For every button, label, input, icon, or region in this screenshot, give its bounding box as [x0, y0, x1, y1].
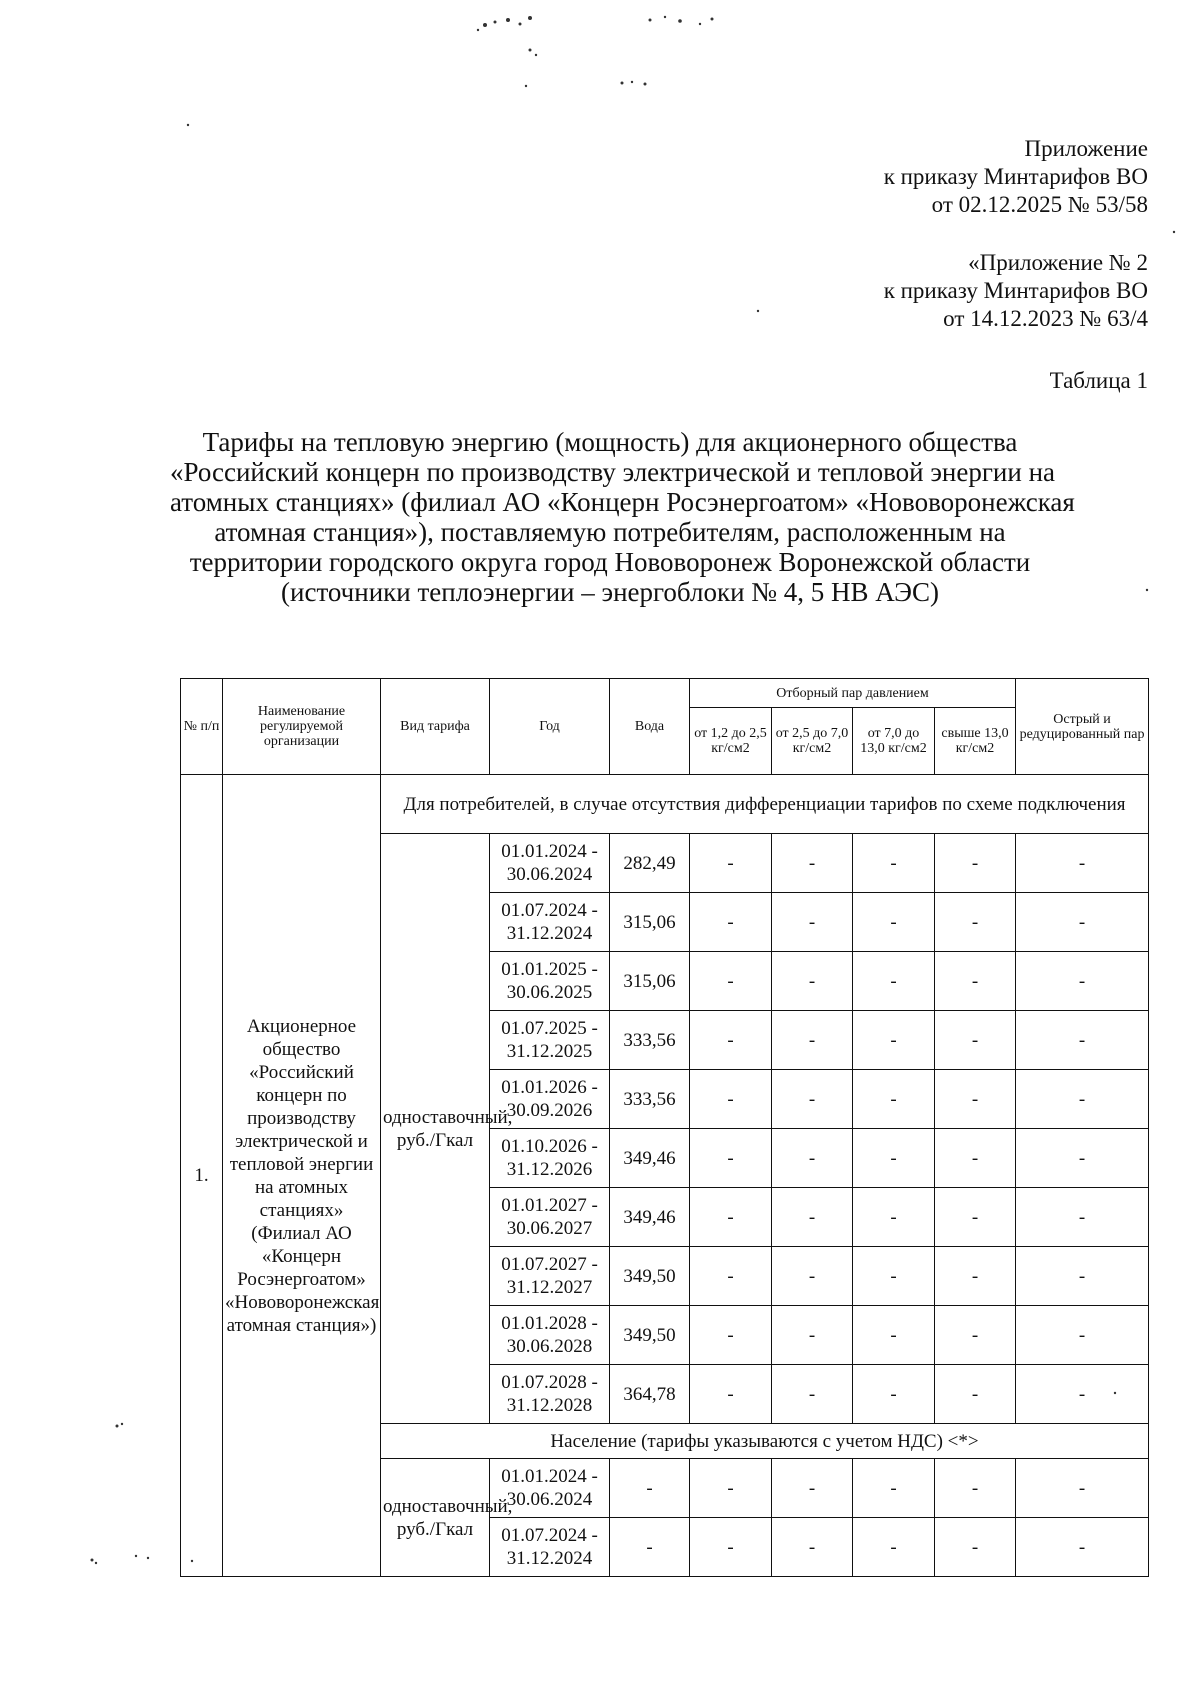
- header-row: [181, 679, 1149, 708]
- steam-2-cell: -: [772, 893, 853, 952]
- steam-2-cell: -: [772, 952, 853, 1011]
- sharp-steam-cell: -: [1016, 1129, 1149, 1188]
- steam-3-cell: -: [853, 834, 935, 893]
- title-line: атомных станциях» (филиал АО «Концерн Росэнергоатом» «Нововоронежская: [170, 487, 1075, 517]
- steam-1-cell: -: [690, 1247, 772, 1306]
- header-year: Год: [490, 679, 610, 775]
- steam-2-cell: -: [772, 834, 853, 893]
- sharp-steam-cell: -: [1016, 1459, 1149, 1518]
- steam-2-cell: -: [772, 1459, 853, 1518]
- water-tariff-cell: 333,56: [610, 1070, 690, 1129]
- sharp-steam-cell: -: [1016, 1188, 1149, 1247]
- steam-2-cell: -: [772, 1129, 853, 1188]
- steam-3-cell: -: [853, 1129, 935, 1188]
- title-line: «Российский концерн по производству электрической и тепловой энергии на: [170, 457, 1056, 487]
- steam-1-cell: -: [690, 1459, 772, 1518]
- sharp-steam-cell: -: [1016, 1070, 1149, 1129]
- title-line: атомная станция»), поставляемую потребителям, расположенным на: [214, 517, 1006, 547]
- header-org: Наименование регулируемой организации: [223, 679, 381, 775]
- water-tariff-cell: 349,50: [610, 1306, 690, 1365]
- water-tariff-cell: 282,49: [610, 834, 690, 893]
- steam-4-cell: -: [935, 1247, 1016, 1306]
- sharp-steam-cell: -: [1016, 893, 1149, 952]
- steam-4-cell: -: [935, 1459, 1016, 1518]
- title-line: Тарифы на тепловую энергию (мощность) для акционерного общества: [202, 427, 1018, 457]
- prev-appendix-line-2: к приказу Минтарифов ВО: [883, 278, 1148, 303]
- water-tariff-cell: 349,50: [610, 1247, 690, 1306]
- period-cell: 01.07.2024 - 31.12.2024: [490, 893, 610, 952]
- water-tariff-cell: 349,46: [610, 1129, 690, 1188]
- steam-2-cell: -: [772, 1188, 853, 1247]
- steam-1-cell: -: [690, 1518, 772, 1577]
- sharp-steam-cell: -: [1016, 1306, 1149, 1365]
- steam-2-cell: -: [772, 1247, 853, 1306]
- document-title: [170, 427, 1075, 607]
- steam-4-cell: -: [935, 1011, 1016, 1070]
- steam-3-cell: -: [853, 952, 935, 1011]
- steam-1-cell: -: [690, 1306, 772, 1365]
- header-steam-3: от 7,0 до 13,0 кг/см2: [853, 708, 935, 775]
- steam-1-cell: -: [690, 834, 772, 893]
- period-cell: 01.01.2028 - 30.06.2028: [490, 1306, 610, 1365]
- appendix-header: [884, 135, 1148, 219]
- appendix-line-1: Приложение: [1024, 136, 1148, 161]
- period-cell: 01.01.2027 - 30.06.2027: [490, 1188, 610, 1247]
- sharp-steam-cell: -: [1016, 1518, 1149, 1577]
- steam-2-cell: -: [772, 1518, 853, 1577]
- section-title: Для потребителей, в случае отсутствия дифференциации тарифов по схеме подключения: [381, 775, 1149, 834]
- period-cell: 01.07.2027 - 31.12.2027: [490, 1247, 610, 1306]
- sharp-steam-cell: -: [1016, 834, 1149, 893]
- period-cell: 01.01.2024 - 30.06.2024: [490, 1459, 610, 1518]
- steam-4-cell: -: [935, 952, 1016, 1011]
- steam-3-cell: -: [853, 1459, 935, 1518]
- section-title-row: [181, 775, 1149, 834]
- header-steam-2: от 2,5 до 7,0 кг/см2: [772, 708, 853, 775]
- header-steam-4: свыше 13,0 кг/см2: [935, 708, 1016, 775]
- water-tariff-cell: 349,46: [610, 1188, 690, 1247]
- steam-1-cell: -: [690, 952, 772, 1011]
- period-cell: 01.01.2025 - 30.06.2025: [490, 952, 610, 1011]
- steam-1-cell: -: [690, 893, 772, 952]
- prev-appendix-line-3: от 14.12.2023 № 63/4: [943, 306, 1148, 331]
- appendix-line-2: к приказу Минтарифов ВО: [883, 164, 1148, 189]
- period-cell: 01.10.2026 - 31.12.2026: [490, 1129, 610, 1188]
- period-cell: 01.07.2025 - 31.12.2025: [490, 1011, 610, 1070]
- steam-3-cell: -: [853, 1365, 935, 1424]
- tariff-table: [180, 678, 1149, 1577]
- section-title: Население (тарифы указываются с учетом НДС) <*>: [381, 1424, 1149, 1459]
- steam-3-cell: -: [853, 1247, 935, 1306]
- table-label: Таблица 1: [1049, 368, 1148, 393]
- steam-3-cell: -: [853, 893, 935, 952]
- header-tariff-type: Вид тарифа: [381, 679, 490, 775]
- steam-2-cell: -: [772, 1306, 853, 1365]
- steam-2-cell: -: [772, 1011, 853, 1070]
- tariff-type: одноставочный, руб./Гкал: [381, 834, 490, 1424]
- header-sharp-steam: Острый и редуцированный пар: [1016, 679, 1149, 775]
- water-tariff-cell: 315,06: [610, 952, 690, 1011]
- prev-appendix-header: [884, 249, 1148, 333]
- steam-4-cell: -: [935, 834, 1016, 893]
- header-steam-1: от 1,2 до 2,5 кг/см2: [690, 708, 772, 775]
- steam-1-cell: -: [690, 1129, 772, 1188]
- steam-2-cell: -: [772, 1070, 853, 1129]
- steam-4-cell: -: [935, 1518, 1016, 1577]
- organization-name: Акционерное общество «Российский концерн по производству электрической и тепловой энергии на атомных станциях» (Филиал АО «Концерн Росэнергоатом» «Нововоронежская атомная станция»): [223, 775, 381, 1577]
- steam-1-cell: -: [690, 1070, 772, 1129]
- steam-2-cell: -: [772, 1365, 853, 1424]
- steam-4-cell: -: [935, 1129, 1016, 1188]
- steam-4-cell: -: [935, 1070, 1016, 1129]
- steam-4-cell: -: [935, 1306, 1016, 1365]
- header-num: № п/п: [181, 679, 223, 775]
- header-water: Вода: [610, 679, 690, 775]
- steam-4-cell: -: [935, 1365, 1016, 1424]
- title-line: территории городского округа город Нововоронеж Воронежской области: [189, 547, 1031, 577]
- appendix-line-3: от 02.12.2025 № 53/58: [931, 192, 1148, 217]
- steam-3-cell: -: [853, 1188, 935, 1247]
- steam-1-cell: -: [690, 1365, 772, 1424]
- water-tariff-cell: 315,06: [610, 893, 690, 952]
- water-tariff-cell: 364,78: [610, 1365, 690, 1424]
- sharp-steam-cell: -: [1016, 1011, 1149, 1070]
- steam-3-cell: -: [853, 1518, 935, 1577]
- steam-3-cell: -: [853, 1070, 935, 1129]
- prev-appendix-line-1: «Приложение № 2: [968, 250, 1148, 275]
- title-line: (источники теплоэнергии – энергоблоки № 4, 5 НВ АЭС): [281, 577, 939, 607]
- row-number: 1.: [181, 775, 223, 1577]
- steam-1-cell: -: [690, 1188, 772, 1247]
- steam-3-cell: -: [853, 1306, 935, 1365]
- steam-4-cell: -: [935, 1188, 1016, 1247]
- period-cell: 01.01.2024 - 30.06.2024: [490, 834, 610, 893]
- period-cell: 01.07.2024 - 31.12.2024: [490, 1518, 610, 1577]
- tariff-type: одноставочный, руб./Гкал: [381, 1459, 490, 1577]
- sharp-steam-cell: -: [1016, 1247, 1149, 1306]
- water-tariff-cell: 333,56: [610, 1011, 690, 1070]
- steam-1-cell: -: [690, 1011, 772, 1070]
- period-cell: 01.01.2026 - 30.09.2026: [490, 1070, 610, 1129]
- water-tariff-cell: -: [610, 1518, 690, 1577]
- steam-3-cell: -: [853, 1011, 935, 1070]
- header-steam-group: Отборный пар давлением: [690, 679, 1016, 708]
- steam-4-cell: -: [935, 893, 1016, 952]
- sharp-steam-cell: -: [1016, 952, 1149, 1011]
- sharp-steam-cell: -: [1016, 1365, 1149, 1424]
- period-cell: 01.07.2028 - 31.12.2028: [490, 1365, 610, 1424]
- water-tariff-cell: -: [610, 1459, 690, 1518]
